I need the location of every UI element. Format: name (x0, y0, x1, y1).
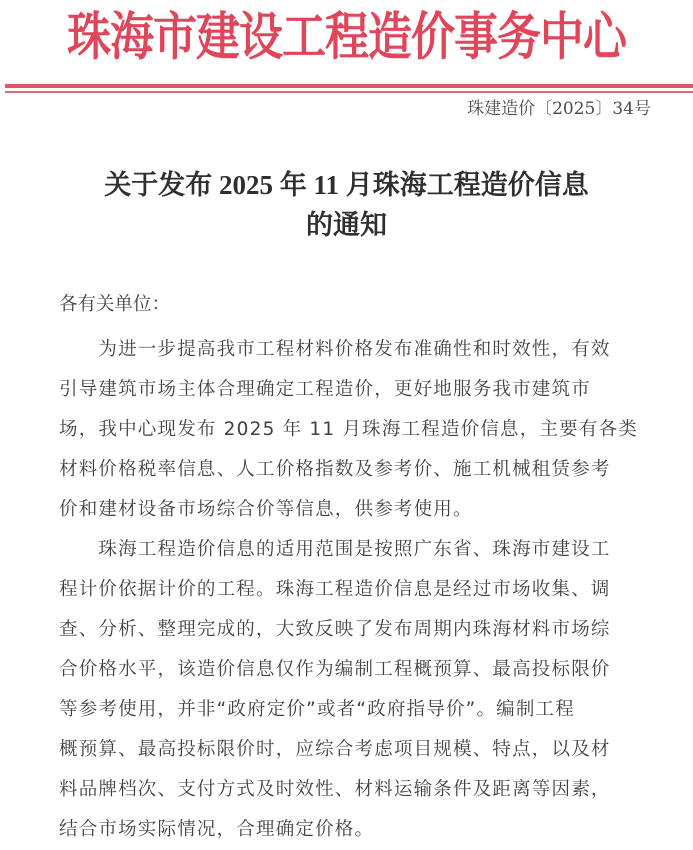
paragraph-line: 场，我中心现发布 2025 年 11 月珠海工程造价信息，主要有各类 (59, 419, 638, 440)
paragraph-2 (59, 530, 649, 850)
paragraph-line: 查、分析、整理完成的，大致反映了发布周期内珠海材料市场综 (59, 619, 611, 640)
paragraph-line: 结合市场实际情况，合理确定价格。 (59, 819, 375, 840)
salutation: 各有关单位： (59, 294, 171, 315)
paragraph-line: 等参考使用，并非“政府定价”或者“政府指导价”。编制工程 (59, 699, 575, 720)
paragraph-line: 材料价格税率信息、人工价格指数及参考价、施工机械租赁参考 (59, 459, 611, 480)
document-title-line-1: 关于发布 2025 年 11 月珠海工程造价信息 (104, 170, 589, 200)
paragraph-line: 概预算、最高投标限价时，应综合考虑项目规模、特点，以及材 (59, 739, 611, 760)
paragraph-line: 为进一步提高我市工程材料价格发布准确性和时效性，有效 (59, 339, 611, 360)
organization-name: 珠海市建设工程造价事务中心 (67, 7, 626, 68)
paragraph-line: 引导建筑市场主体合理确定工程造价，更好地服务我市建筑市 (59, 379, 591, 400)
paragraph-line: 珠海工程造价信息的适用范围是按照广东省、珠海市建设工 (59, 539, 611, 560)
paragraph-line: 程计价依据计价的工程。珠海工程造价信息是经过市场收集、调 (59, 579, 611, 600)
paragraph-line: 价和建材设备市场综合价等信息，供参考使用。 (59, 499, 473, 520)
paragraph-line: 合价格水平，该造价信息仅作为编制工程概预算、最高投标限价 (59, 659, 611, 680)
letterhead-rule-thick (5, 84, 693, 88)
letterhead-rule-thin (5, 91, 693, 93)
paragraph-1 (59, 330, 649, 530)
paragraph-line: 料品牌档次、支付方式及时效性、材料运输条件及距离等因素， (59, 779, 611, 800)
document-title (0, 165, 693, 245)
document-title-line-2: 的通知 (306, 210, 387, 240)
document-number: 珠建造价〔2025〕34号 (467, 99, 651, 119)
letterhead (0, 6, 693, 70)
